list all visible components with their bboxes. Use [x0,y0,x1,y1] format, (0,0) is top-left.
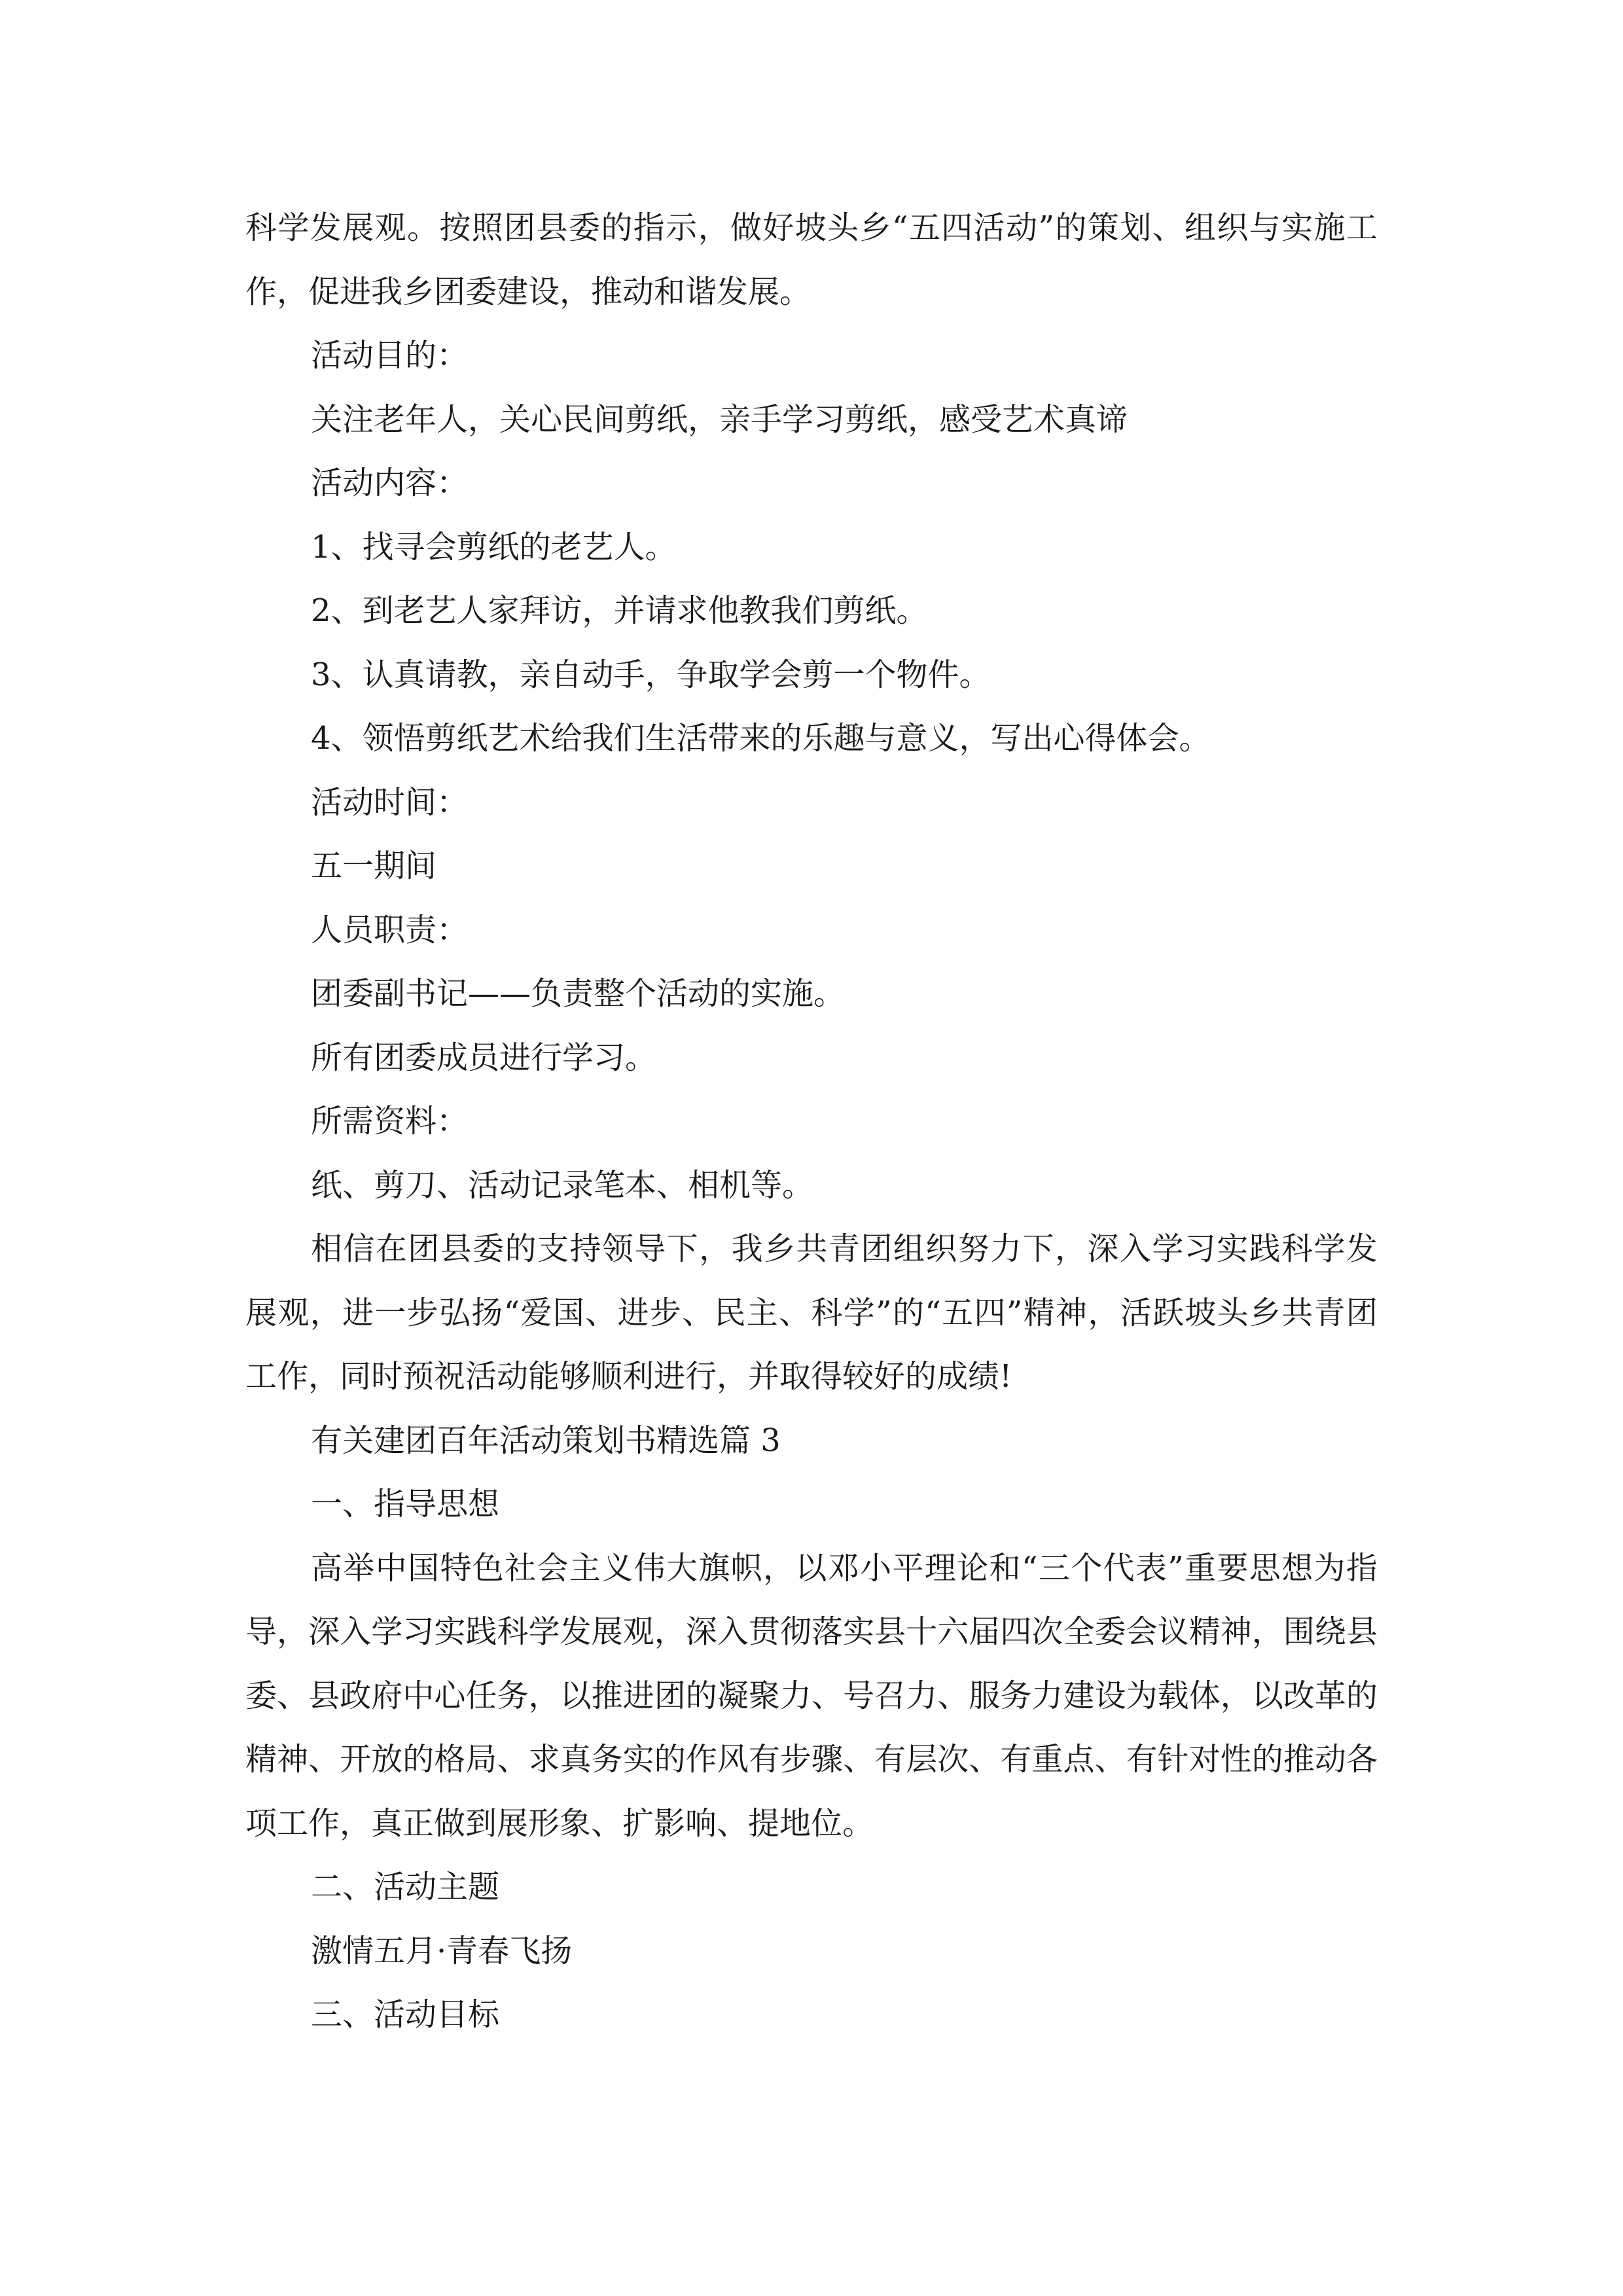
heading-staff-duties: 人员职责： [311,911,469,948]
list-item: 3、认真请教，亲自动手，争取学会剪一个物件。 [311,656,991,693]
heading-activity-purpose: 活动目的： [311,337,469,374]
heading-activity-content: 活动内容： [311,465,469,501]
list-item: 1、找寻会剪纸的老艺人。 [311,528,677,565]
paragraph-intro: 科学发展观。按照团县委的指示，做好坡头乡“五四活动”的策划、组织与实施工作，促进我乡团委建设，推动和谐发展。 [245,209,1378,310]
document-page [245,196,1378,2047]
list-item: 4、领悟剪纸艺术给我们生活带来的乐趣与意义，写出心得体会。 [311,720,1211,757]
paragraph-conclusion: 相信在团县委的支持领导下，我乡共青团组织努力下，深入学习实践科学发展观，进一步弘扬“爱国、进步、民主、科学”的“五四”精神，活跃坡头乡共青团工作，同时预祝活动能够顺利进行，并取得较好的成绩! [245,1230,1378,1395]
paragraph-activity-time: 五一期间 [311,848,437,884]
paragraph-guiding-ideology: 高举中国特色社会主义伟大旗帜，以邓小平理论和“三个代表”重要思想为指导，深入学习实践科学发展观，深入贯彻落实县十六届四次全委会议精神，围绕县委、县政府中心任务，以推进团的凝聚力、号召力、服务力建设为载体，以改革的精神、开放的格局、求真务实的作风有步骤、有层次、有重点、有针对性的推动各项工作，真正做到展形象、扩影响、提地位。 [245,1549,1378,1842]
paragraph-staff-duty: 所有团委成员进行学习。 [311,1039,657,1076]
section-title: 有关建团百年活动策划书精选篇 3 [311,1422,781,1459]
heading-activity-time: 活动时间： [311,783,469,821]
paragraph-staff-duty: 团委副书记——负责整个活动的实施。 [311,975,846,1012]
paragraph-activity-theme: 激情五月·青春飞扬 [311,1932,573,1969]
paragraph-activity-purpose: 关注老年人，关心民间剪纸，亲手学习剪纸，感受艺术真谛 [311,401,1128,438]
heading-activity-goals: 三、活动目标 [311,1996,500,2033]
paragraph-materials: 纸、剪刀、活动记录笔本、相机等。 [311,1166,814,1204]
heading-guiding-ideology: 一、指导思想 [311,1486,500,1522]
heading-materials: 所需资料： [311,1103,469,1139]
heading-activity-theme: 二、活动主题 [311,1869,500,1905]
list-item: 2、到老艺人家拜访，并请求他教我们剪纸。 [311,592,928,629]
